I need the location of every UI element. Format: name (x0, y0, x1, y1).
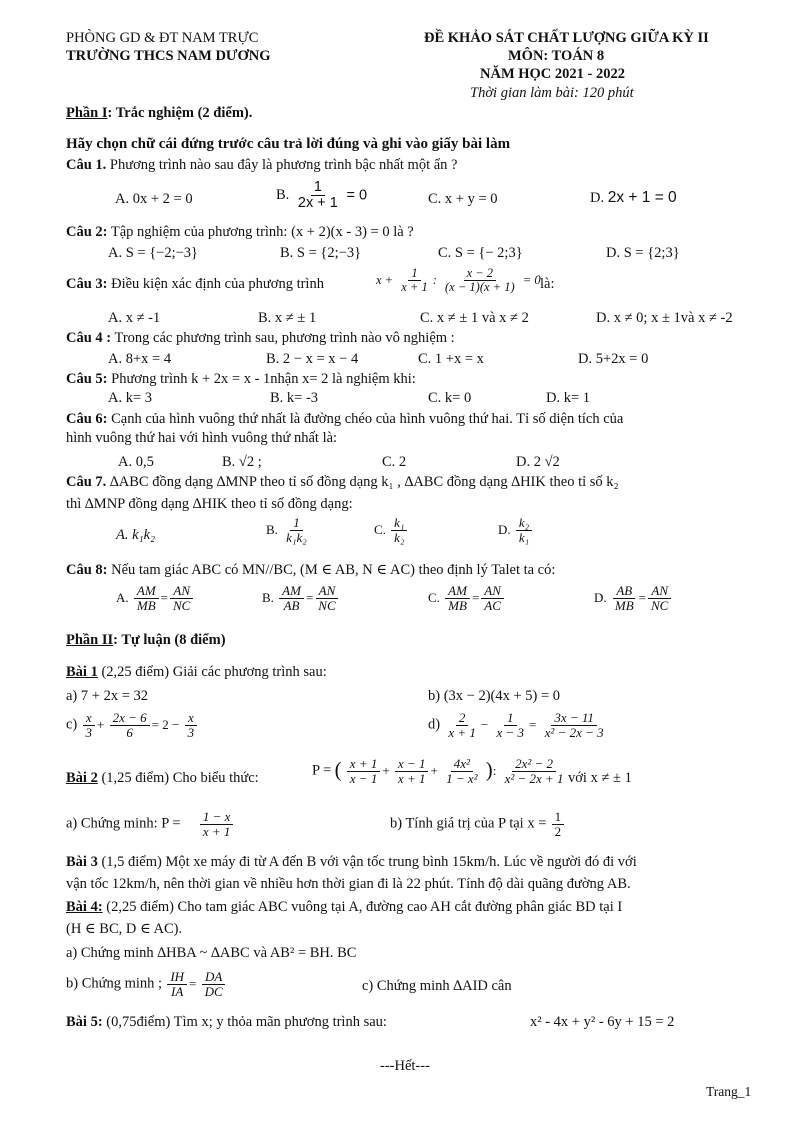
part2-title: Phần II: Tự luận (8 điểm) (66, 632, 226, 648)
q5-option-d: D. k= 1 (546, 390, 591, 406)
school-year: NĂM HỌC 2021 - 2022 (480, 66, 625, 82)
q7-option-b: B. $\frac{1}{\text{k₁k₂}}$ (266, 515, 307, 545)
bai4-a: a) Chứng minh ∆HBA ~ ∆ABC và AB² = BH. BC (66, 945, 357, 961)
question-6-line2: hình vuông thứ hai với hình vuông thứ nhất là: (66, 430, 338, 446)
q7-option-c: C. $\frac{\text{k₁}}{\text{k₂}}$ (374, 516, 409, 544)
bai4-line2: (H ∈ BC, D ∈ AC). (66, 921, 183, 937)
question-4: Câu 4 : Trong các phương trình sau, phương trình nào vô nghiệm : (66, 330, 455, 346)
bai4-c: c) Chứng minh ∆AID cân (362, 978, 512, 994)
q2-option-a: A. S = {−2;−3} (108, 245, 199, 261)
bai5-title: Bài 5: (0,75điểm) Tìm x; y thỏa mãn phương trình sau: (66, 1014, 387, 1030)
bai1-b: b) (3x − 2)(4x + 5) = 0 (428, 688, 561, 704)
q1-option-c: C. x + y = 0 (428, 191, 498, 207)
q7-option-d: D. $\frac{\text{k₂}}{\text{k₁}}$ (498, 516, 534, 544)
bai3-line2: vận tốc 12km/h, nên thời gian về nhiều hơn thời gian đi là 22 phút. Tính độ dài quãng đường AB. (66, 876, 631, 892)
bai4-b: b) Chứng minh ; $\frac{IH}{IA}$ = $\frac{DA}{DC}$ (66, 970, 228, 998)
q7-option-a: A. k₁k₂ (116, 527, 156, 543)
q8-option-c: C. $\frac{AM}{MB}$ = $\frac{AN}{AC}$ (428, 584, 506, 612)
question-5: Câu 5: Phương trình k + 2x = x - 1nhận x= 2 là nghiệm khi: (66, 371, 416, 387)
bai1-d: d) $\frac{2}{x + 1}$ − $\frac{1}{x - 3}$ = $\frac{3x - 11}{\text{x² − 2x − 3}}$ (428, 710, 604, 740)
q6-option-a: A. 0,5 (118, 454, 154, 470)
school-name: TRƯỜNG THCS NAM DƯƠNG (66, 48, 271, 64)
bai1-title: Bài 1 (2,25 điểm) Giải các phương trình sau: (66, 664, 327, 680)
q3-option-a: A. x ≠ -1 (108, 310, 161, 326)
question-2: Câu 2: Tập nghiệm của phương trình: (x + 2)(x - 3) = 0 là ? (66, 224, 414, 240)
q2-option-d: D. S = {2;3} (606, 245, 680, 261)
bai5-equation: x² - 4x + y² - 6y + 15 = 2 (530, 1014, 675, 1030)
q8-option-a: A. $\frac{AM}{MB}$ = $\frac{AN}{NC}$ (116, 584, 195, 612)
bai1-c: c) $\frac{x}{3}$ + $\frac{2x - 6}{6}$ = 2 − $\frac{x}{3}$ (66, 711, 199, 739)
question-3: Câu 3: Điều kiện xác định của phương trình (66, 276, 324, 292)
q4-option-c: C. 1 +x = x (418, 351, 484, 367)
bai2-title: Bài 2 (1,25 điểm) Cho biểu thức: (66, 770, 259, 786)
q8-option-b: B. $\frac{AM}{AB}$ = $\frac{AN}{NC}$ (262, 584, 341, 612)
q6-option-c: C. 2 (382, 454, 407, 470)
q3-option-c: C. x ≠ ± 1 và x ≠ 2 (420, 310, 529, 326)
part1-title: Phần I: Trắc nghiệm (2 điểm). (66, 105, 253, 121)
bai2-condition: với x ≠ ± 1 (568, 770, 632, 786)
bai2-expression: P = ( $\frac{x + 1}{x - 1}$ + $\frac{x - 1}{x + 1}$ + $\frac{\text{4x²}}{\text{1 − x²}}$ ): $\frac{\text{2x² − 2}}{\text{x² − 2x + 1}}$ (312, 756, 564, 786)
q3-equation: x + $\frac{1}{x + 1}$ : $\frac{x - 2}{(x - 1)(x + 1)}$ = 0 (376, 266, 541, 295)
exam-duration: Thời gian làm bài: 120 phút (470, 85, 634, 101)
q3-option-b: B. x ≠ ± 1 (258, 310, 317, 326)
part1-instruction: Hãy chọn chữ cái đứng trước câu trả lời đúng và ghi vào giấy bài làm (66, 136, 511, 152)
end-marker: ---Hết--- (380, 1058, 430, 1074)
q3-end: là: (540, 276, 555, 292)
q5-option-a: A. k= 3 (108, 390, 153, 406)
q5-option-b: B. k= -3 (270, 390, 319, 406)
q8-option-d: D. $\frac{AB}{MB}$ = $\frac{AN}{NC}$ (594, 584, 673, 612)
q2-option-b: B. S = {2;−3} (280, 245, 362, 261)
question-1: Câu 1. Phương trình nào sau đây là phương trình bậc nhất một ẩn ? (66, 157, 458, 173)
bai2-a: a) Chứng minh: P = $\frac{1 - x}{x + 1}$ (66, 810, 235, 838)
bai2-b: b) Tính giá trị của P tại x = $\frac{1}{2}$ (390, 810, 566, 838)
q5-option-c: C. k= 0 (428, 390, 472, 406)
bai3-title: Bài 3 (1,5 điểm) Một xe máy đi từ A đến B với vận tốc trung bình 15km/h. Lúc về người đó đi với (66, 854, 637, 870)
q1-option-a: A. 0x + 2 = 0 (115, 191, 193, 207)
q1-option-d: D. 2x + 1 = 0 (590, 189, 677, 206)
q3-option-d: D. x ≠ 0; x ± 1và x ≠ -2 (596, 310, 733, 326)
bai4-title: Bài 4: (2,25 điểm) Cho tam giác ABC vuông tại A, đường cao AH cắt đường phân giác BD tại I (66, 899, 623, 915)
q6-option-d: D. 2 √2 (516, 454, 560, 470)
page-number: Trang_1 (706, 1084, 752, 1099)
question-7-line2: thì ∆MNP đồng dạng ∆HIK theo tỉ số đồng dạng: (66, 496, 353, 512)
question-6: Câu 6: Cạnh của hình vuông thứ nhất là đường chéo của hình vuông thứ hai. Tỉ số diện tích của (66, 411, 624, 427)
department-name: PHÒNG GD & ĐT NAM TRỰC (66, 30, 259, 46)
q4-option-b: B. 2 − x = x − 4 (266, 351, 359, 367)
q6-option-b: B. √2 ; (222, 454, 262, 470)
bai1-a: a) 7 + 2x = 32 (66, 688, 148, 704)
question-8: Câu 8: Nếu tam giác ABC có MN//BC, (M ∈ AB, N ∈ AC) theo định lý Talet ta có: (66, 562, 556, 578)
q4-option-d: D. 5+2x = 0 (578, 351, 649, 367)
q4-option-a: A. 8+x = 4 (108, 351, 172, 367)
exam-subject: MÔN: TOÁN 8 (508, 48, 605, 64)
q1-option-b: B. $\frac{1}{2x + 1}$ = 0 (276, 179, 368, 212)
exam-title: ĐỀ KHẢO SÁT CHẤT LƯỢNG GIỮA KỲ II (424, 30, 709, 46)
question-7: Câu 7. ∆ABC đồng dạng ∆MNP theo tỉ số đồng dạng k₁ , ∆ABC đồng dạng ∆HIK theo tỉ số k₂ (66, 474, 619, 490)
q2-option-c: C. S = {− 2;3} (438, 245, 523, 261)
